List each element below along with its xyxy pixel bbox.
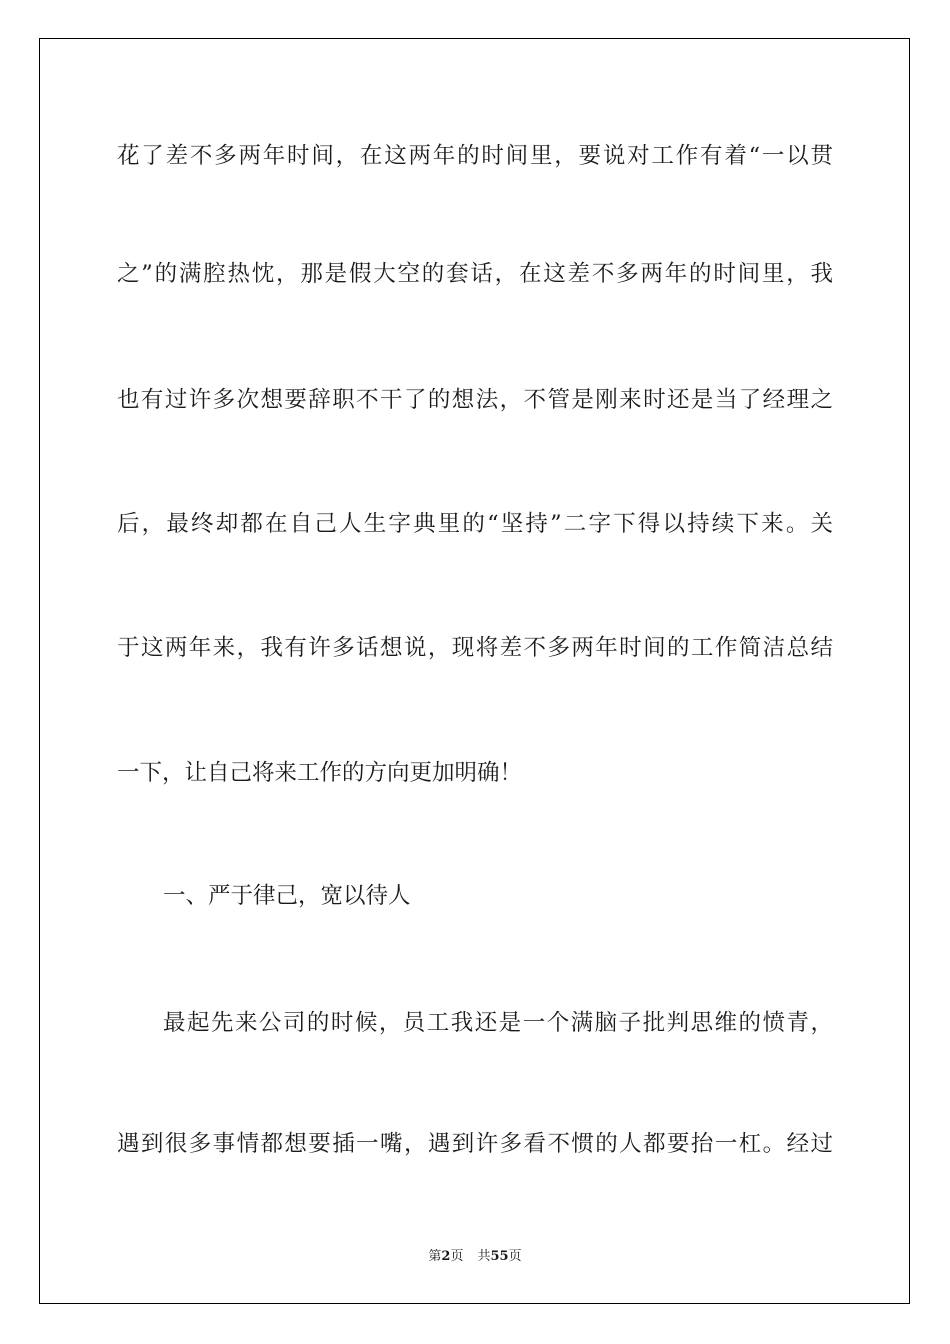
page-label-suffix: 页 <box>450 1249 464 1264</box>
paragraph-line: 于这两年来，我有许多话想说，现将差不多两年时间的工作简洁总结 <box>117 635 833 661</box>
total-page-count: 55 <box>490 1249 509 1264</box>
total-label-prefix: 共 <box>477 1249 491 1264</box>
paragraph-line: 后，最终却都在自己人生字典里的“坚持”二字下得以持续下来。关 <box>117 511 833 537</box>
paragraph-line: 也有过许多次想要辞职不干了的想法，不管是刚来时还是当了经理之 <box>117 387 833 413</box>
current-page-number: 2 <box>441 1249 451 1264</box>
section-heading: 一、严于律己，宽以待人 <box>163 883 411 909</box>
page-label-prefix: 第 <box>428 1249 442 1264</box>
page-footer <box>0 1248 950 1266</box>
paragraph-line: 一下，让自己将来工作的方向更加明确！ <box>117 760 523 786</box>
total-label-suffix: 页 <box>508 1249 522 1264</box>
paragraph-line: 花了差不多两年时间，在这两年的时间里，要说对工作有着“一以贯 <box>117 143 833 169</box>
paragraph-line: 之”的满腔热忱，那是假大空的套话，在这差不多两年的时间里，我 <box>117 261 833 287</box>
paragraph-line: 遇到很多事情都想要插一嘴，遇到许多看不惯的人都要抬一杠。经过 <box>117 1131 833 1157</box>
page-border <box>39 38 910 1304</box>
paragraph-line: 最起先来公司的时候，员工我还是一个满脑子批判思维的愤青， <box>163 1010 833 1036</box>
